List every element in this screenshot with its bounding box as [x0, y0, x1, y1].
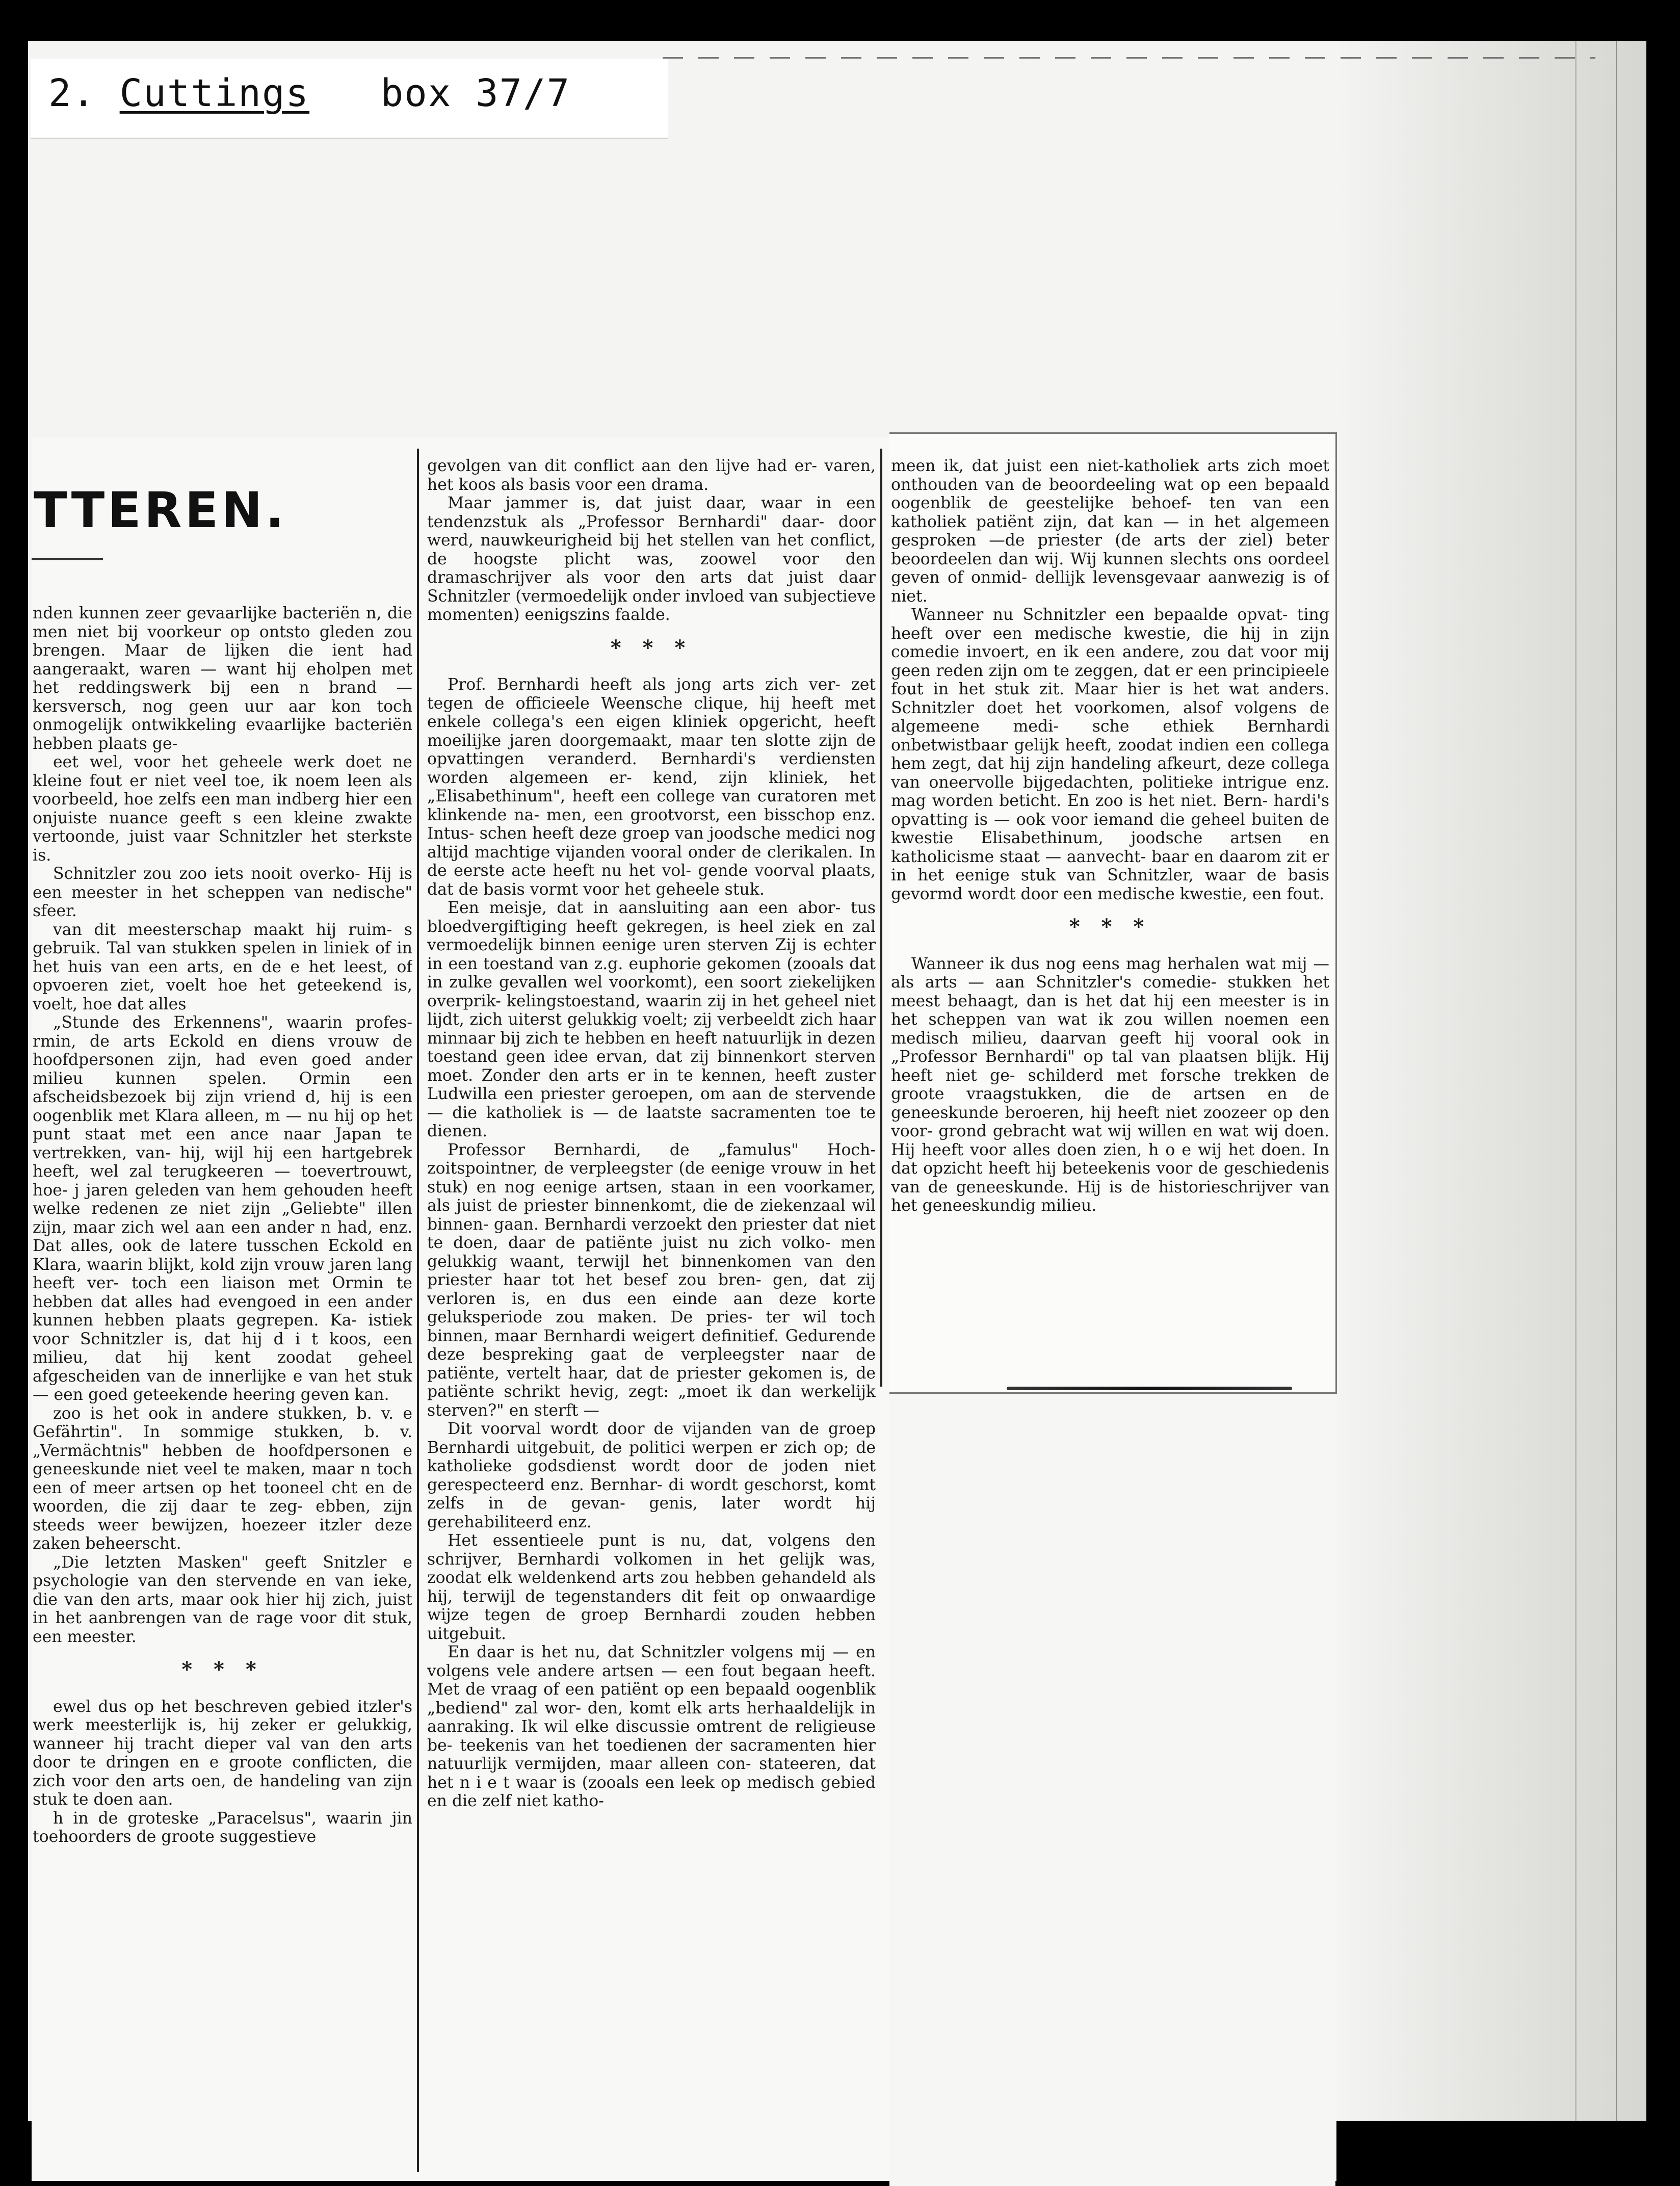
paragraph: Wanneer nu Schnitzler een bepaalde opvat- ting heeft over een medische kwestie, die hij in zijn comedie invoert, en ik een andere, zou dat voor mij geen reden zijn om te zeggen, dat er een principieele fout in het stuk zit. Maar hier is het wat anders. Schnitzler doet het voorkomen, alsof volgens de algemeene medi- sche ethiek Bernhardi onbetwistbaar gelijk heeft, zoodat indien een collega hem zegt, dat hij zijn handeling afkeurt, deze collega van oneervolle bijgedachten, politieke intrigue enz. mag worden beticht. En zoo is het niet. Bern- hardi's opvatting is — ook voor iemand die geheel buiten de kwestie Elisabethinum, joodsche artsen en katholicisme staat — aanvecht- baar en daarom zit er in het eenige stuk van Schnitzler, waar de basis gevormd wordt door een medische kwestie, een fout. — [891, 606, 1329, 903]
paragraph: eet wel, voor het geheele werk doet ne kleine fout er niet veel toe, ik noem leen als voorbeeld, hoe zelfs een man indberg hier een onjuiste nuance geeft s een kleine zwakte vertoonde, juist vaar Schnitzler het sterkste is. — [33, 753, 412, 865]
archive-label — [48, 71, 570, 115]
paragraph: „Stunde des Erkennens", waarin profes- rmin, de arts Eckold en diens vrouw de hoofdpersonen zijn, had even goed ander milieu kunnen spelen. Ormin een afscheidsbezoek bij zijn vriend d, hij is een oogenblik met Klara alleen, m — nu hij op het punt staat met een ance naar Japan te vertrekken, van- hij, wijl hij een hartgebrek heeft, wel zal terugkeeren — toevertrouwt, hoe- j jaren geleden van hem gehouden heeft welke redenen ze niet zijn „Geliebte" illen zijn, maar zich wel aan een ander n had, enz. Dat alles, ook de latere tusschen Eckold en Klara, waarin blijkt, kold zijn vrouw jaren lang heeft ver- toch een liaison met Ormin te hebben dat alles had evengoed in een ander kunnen hebben plaats gegrepen. Ka- istiek voor Schnitzler is, dat hij d i t koos, een milieu, dat hij kent zoodat geheel afgescheiden van de innerlijke e van het stuk — een goed geteekende heering geven kan. — [33, 1013, 412, 1404]
section-break-stars: * * * — [610, 635, 693, 660]
column-1 — [33, 604, 412, 2164]
column-divider-2 — [880, 449, 882, 1387]
paragraph: meen ik, dat juist een niet-katholiek arts zich moet onthouden van de beoordeeling wat op een bepaald oogenblik de geestelijke behoef- ten van een katholiek patiënt zijn, dat kan — in het algemeen gesproken —de priester (de arts der ziel) beter beoordeelen dan wij. Wij kunnen slechts ons oordeel geven of onmid- dellijk levensgevaar aanwezig is of niet. — [891, 457, 1329, 606]
paragraph: „Die letzten Masken" geeft Snitzler e psychologie van den stervende en van ieke, die van den arts, maar ook hier hij zich, juist in het aanbrengen van de rage voor dit stuk, een meester. — [33, 1553, 412, 1646]
section-break-stars: * * * — [1069, 915, 1151, 939]
headline: TTEREN. — [34, 482, 287, 539]
paragraph: ewel dus op het beschreven gebied itzler's werk meesterlijk is, hij zeker er gelukkig, wanneer hij tracht dieper val van den arts door te dringen en e groote conflicten, die zich voor den arts oen, de handeling van zijn stuk te doen aan. — [33, 1697, 412, 1809]
paragraph: Maar jammer is, dat juist daar, waar in een tendenzstuk als „Professor Bernhardi" daar- door werd, nauwkeurigheid bij het stellen van het conflict, de hoogste plicht was, zoowel voor den dramaschrijver als voor den arts dat juist daar Schnitzler (vermoedelijk onder invloed van subjectieve momenten) eenigszins faalde. — [427, 494, 876, 624]
paragraph: Een meisje, dat in aansluiting aan een abor- tus bloedvergiftiging heeft gekregen, is heel ziek en zal vermoedelijk binnen eenige uren sterven Zij is echter in een toestand van z.g. euphorie gekomen (zooals dat in zulke gevallen wel voorkomt), een soort ziekelijken overprik- kelingstoestand, waarin zij in het geheel niet lijdt, zich uiterst gelukkig voelt; zij verbeeldt zich haar minnaar bij zich te hebben en heeft natuurlijk in dezen toestand geen idee ervan, dat zij binnenkort sterven moet. Zonder den arts er in te kennen, heeft zuster Ludwilla een priester geroepen, om aan de stervende — die katholiek is — de laatste sacramenten toe te dienen. — [427, 899, 876, 1140]
paragraph: Schnitzler zou zoo iets nooit overko- Hij is een meester in het scheppen van nedische" sfeer. — [33, 865, 412, 920]
paragraph: Wanneer ik dus nog eens mag herhalen wat mij — als arts — aan Schnitzler's comedie- stukken het meest behaagt, dan is het dat hij een meester is in het scheppen van wat ik zou willen noemen een medisch milieu, daarvan geeft hij vooral ook in „Professor Bernhardi" op tal van plaatsen blijk. Hij heeft niet ge- schilderd met forsche trekken de groote vraagstukken, die de artsen en de geneeskunde beroeren, hij heeft niet zoozeer op den voor- grond gebracht wat wij willen en wat wij doen. Hij heeft voor alles doen zien, h o e wij het doen. In dat opzicht heeft hij beteekenis voor de geschiedenis van de geneeskunde. Hij is de historieschrijver van het geneeskundig milieu. — [891, 954, 1329, 1215]
paragraph: van dit meesterschap maakt hij ruim- s gebruik. Tal van stukken spelen in liniek of in het huis van een arts, en de e het leest, of opvoeren ziet, voelt hoe het geteekend is, voelt, hoe dat alles — [33, 920, 412, 1013]
label-collection: Cuttings — [119, 71, 310, 115]
clipping-lower-right — [889, 1391, 1335, 2186]
label-box: box 37/7 — [380, 71, 571, 115]
paragraph: zoo is het ook in andere stukken, b. v. e Gefährtin". In sommige stukken, b. v. „Vermächtnis" hebben de hoofdpersonen e geneeskunde niet veel te maken, maar n toch een of meer artsen op het tooneel cht en de woorden, die zij daar te zeg- ebben, zijn steeds weer bewijzen, hoezeer itzler deze zaken beheerscht. — [33, 1404, 412, 1553]
sheet-shadow — [1335, 41, 1646, 2121]
paragraph: Prof. Bernhardi heeft als jong arts zich ver- zet tegen de officieele Weensche clique, hij heeft met enkele collega's een eigen kliniek opgericht, heeft moeilijke jaren doorgemaakt, maar ten slotte zijn de opvattingen veranderd. Bernhardi's verdiensten worden algemeen er- kend, zijn kliniek, het „Elisabethinum", heeft een college van curatoren met klinkende na- men, een grootvorst, een bisschop enz. Intus- schen heeft deze groep van joodsche medici nog altijd machtige vijanden vooral onder de clerikalen. In de eerste acte heeft nu het vol- gende voorval plaats, dat de basis vormt voor het geheele stuk. — [427, 675, 876, 899]
paragraph: En daar is het nu, dat Schnitzler volgens mij — en volgens vele andere artsen — een fout begaan heeft. Met de vraag of een patiënt op een bepaald oogenblik „bediend" zal wor- den, komt elk arts herhaaldelijk in aanraking. Ik wil elke discussie omtrent de religieuse be- teekenis van het toedienen der sacramenten hier natuurlijk vermijden, maar alleen con- stateeren, dat het n i e t waar is (zooals een leek op medisch gebied en die zelf niet katho- — [427, 1643, 876, 1810]
paragraph: Het essentieele punt is nu, dat, volgens den schrijver, Bernhardi volkomen in het gelijk was, zoodat elk weldenkend arts zou hebben gehandeld als hij, terwijl de tegenstanders dit feit op onwaardige wijze tegen de groep Bernhardi zouden hebben uitgebuit. — [427, 1531, 876, 1643]
sheet-edge — [1616, 41, 1617, 2121]
paragraph: Professor Bernhardi, de „famulus" Hoch- zoitspointner, de verpleegster (de eenige vrouw in het stuk) en nog eenige artsen, staan in een voorkamer, als juist de priester binnenkomt, die de ziekenzaal wil binnen- gaan. Bernhardi verzoekt den priester dat niet te doen, daar de patiënte juist nu zich volko- men gelukkig waant, terwijl het binnenkomen van den priester haar tot het besef zou bren- gen, dat zij verloren is, en dus een einde aan deze korte geluksperiode zou maken. De pries- ter wil toch binnen, maar Bernhardi weigert definitief. Gedurende deze bespreking gaat de verpleegster naar de patiënte, vertelt haar, dat de priester gekomen is, de patiënte schrikt hevig, zegt: „moet ik dan werkelijk sterven?" en sterft — — [427, 1140, 876, 1420]
column-divider-1 — [417, 449, 419, 2172]
section-break-stars: * * * — [181, 1657, 264, 1681]
paragraph: h in de groteske „Paracelsus", waarin jin toehoorders de groote suggestieve — [33, 1809, 412, 1846]
paragraph: nden kunnen zeer gevaarlijke bacteriën n, die men niet bij voorkeur op ontsto gleden zou brengen. Maar de lijken die ient had aangeraakt, waren — want hij eholpen met het reddingswerk bij een n brand — kersversch, nog geen uur aar kon toch onmogelijk ontwikkeling evaarlijke bacteriën hebben plaats ge- — [33, 604, 412, 753]
column-3 — [891, 457, 1329, 1380]
paragraph: gevolgen van dit conflict aan den lijve had er- varen, het koos als basis voor een drama. — [427, 457, 876, 494]
column-2 — [427, 457, 876, 2167]
article-end-rule — [1007, 1387, 1292, 1390]
label-number: 2. — [48, 71, 96, 115]
headline-rule — [32, 558, 103, 560]
sheet-fold — [1575, 41, 1577, 2121]
top-edge-marks — [663, 57, 1595, 59]
paragraph: Dit voorval wordt door de vijanden van de groep Bernhardi uitgebuit, de politici werpen er zich op; de katholieke godsdienst wordt door de joden niet gerespecteerd enz. Bernhar- di wordt geschorst, komt zelfs in de gevan- genis, later wordt hij gerehabiliteerd enz. — [427, 1420, 876, 1531]
